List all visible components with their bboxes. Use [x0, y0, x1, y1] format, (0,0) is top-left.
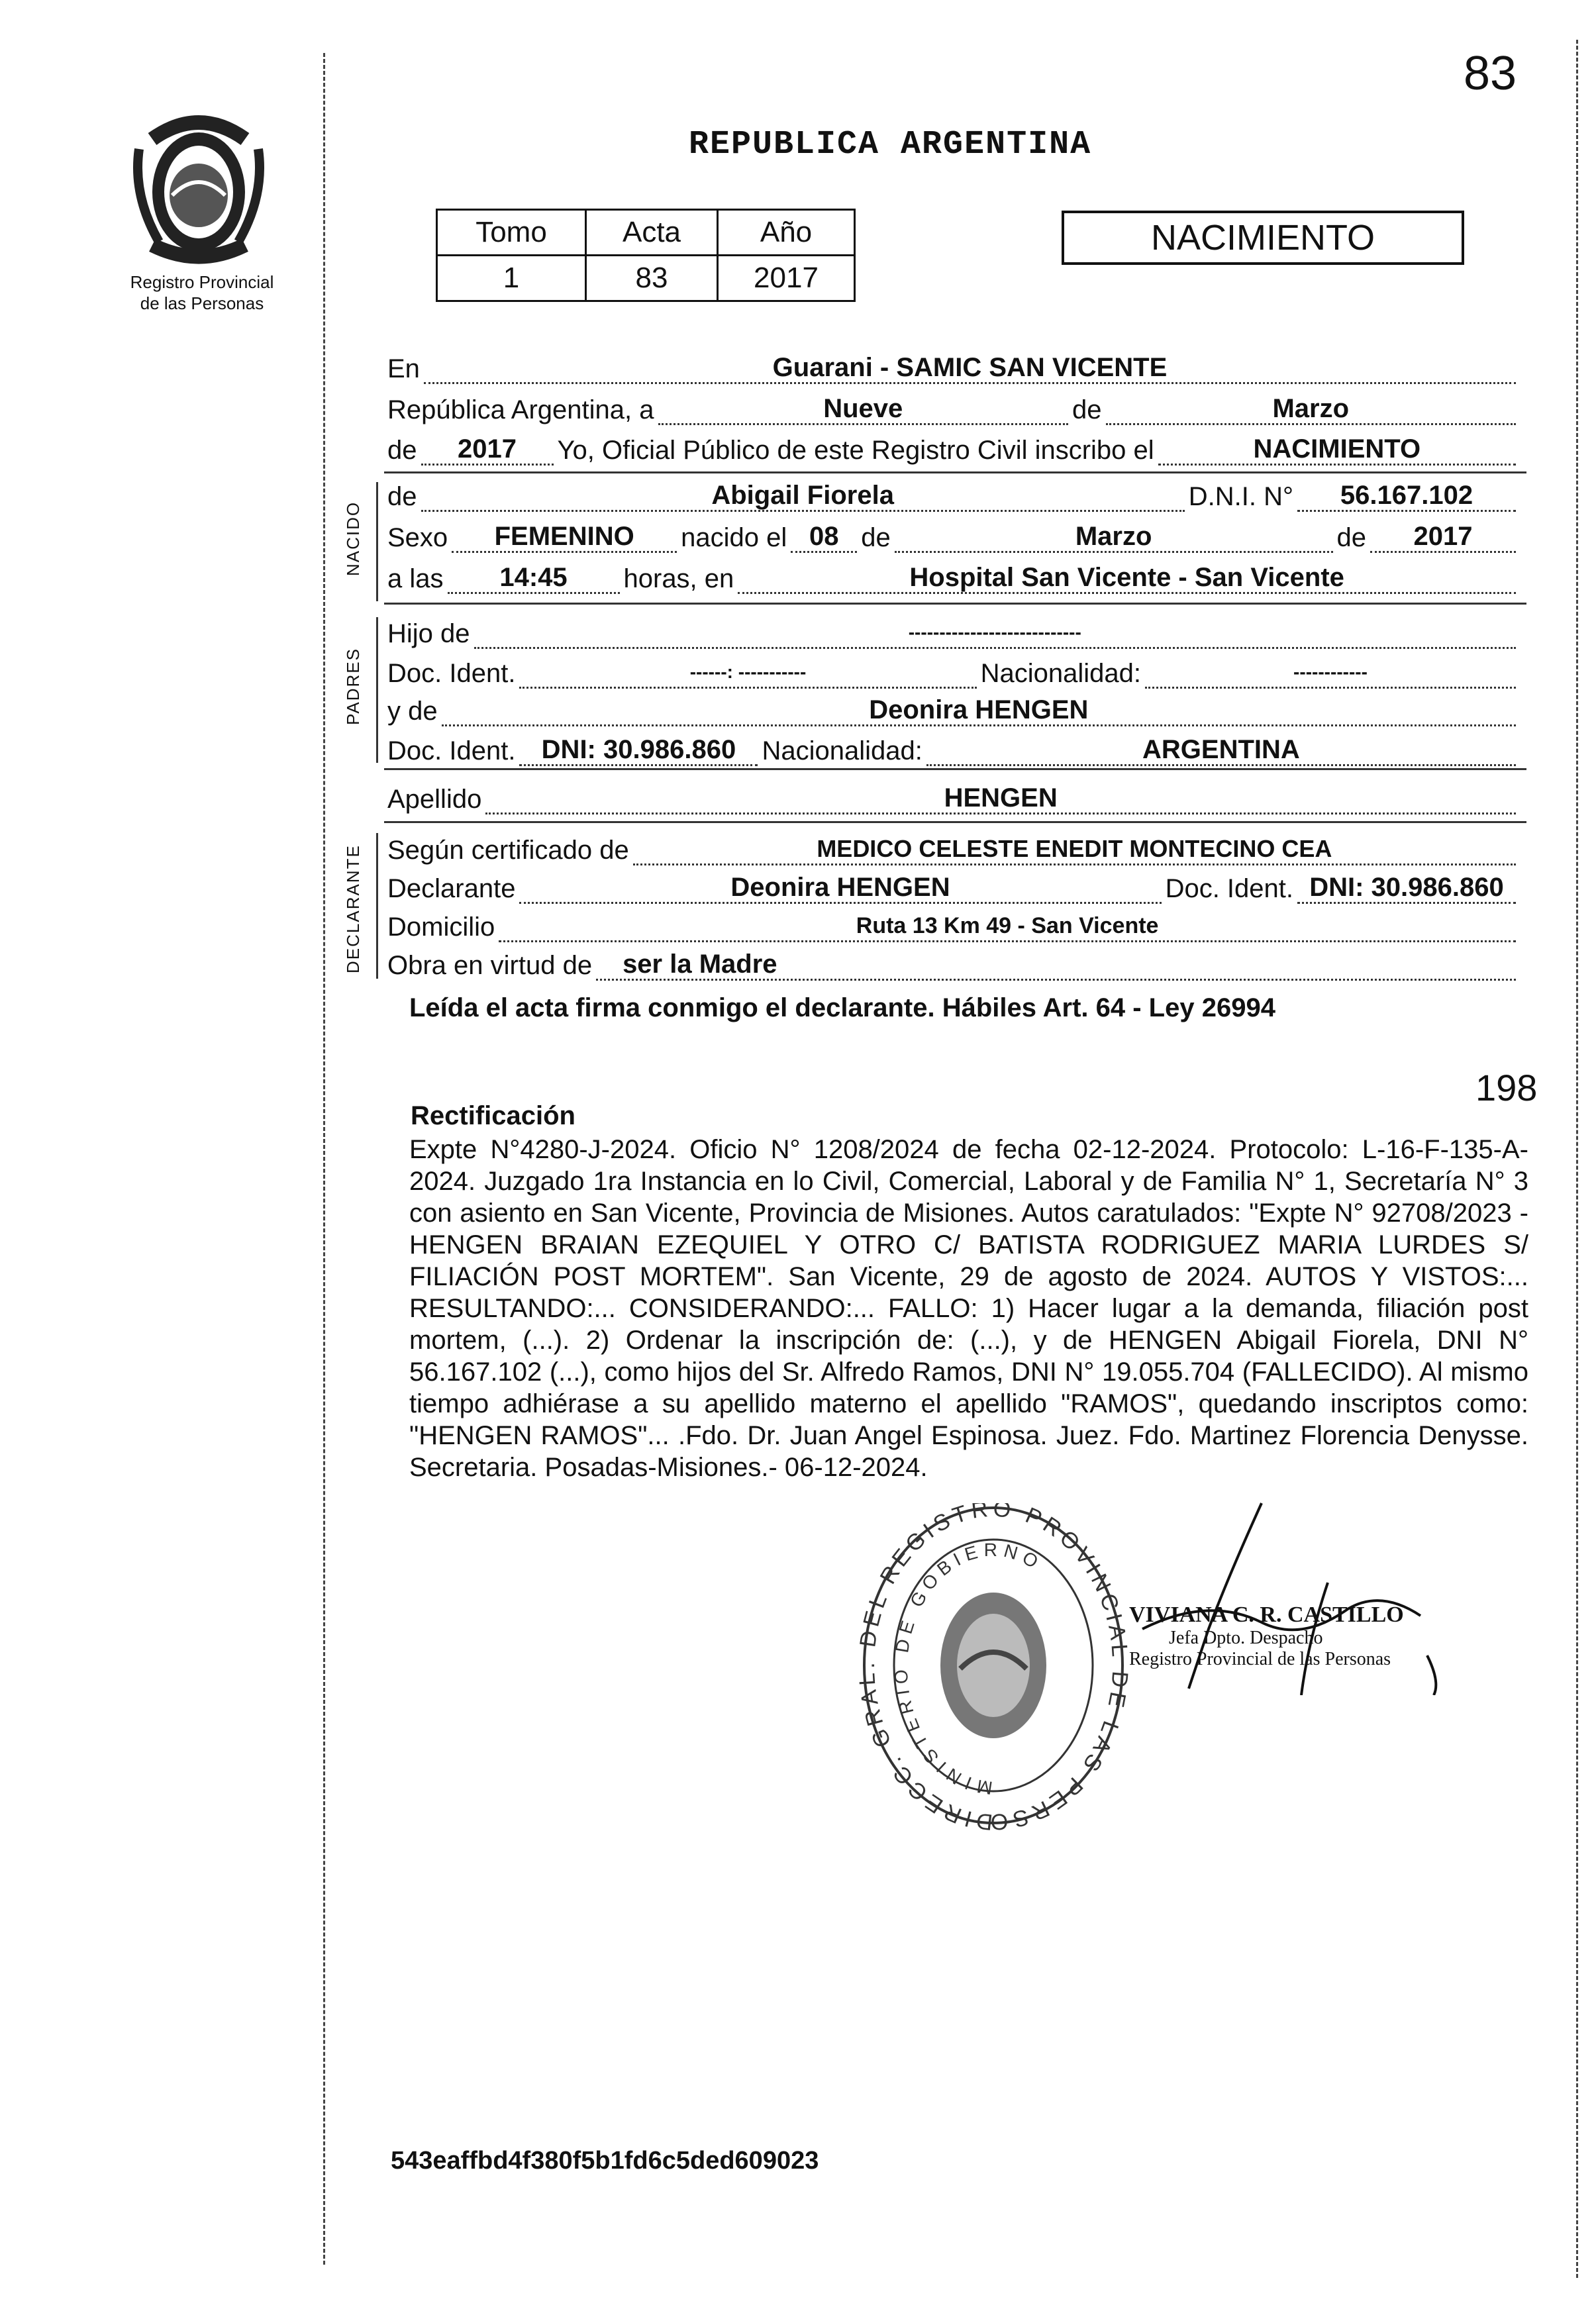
doc2-label: Doc. Ident.: [387, 736, 516, 765]
year-prefix-label: de: [387, 436, 417, 465]
dom-label: Domicilio: [387, 912, 495, 942]
table-header-tomo: Tomo: [437, 210, 586, 256]
nac2-value: ARGENTINA: [1142, 735, 1300, 764]
dom-value: Ruta 13 Km 49 - San Vicente: [856, 913, 1159, 938]
nacido-de2-label: de: [1336, 523, 1366, 552]
obra-value: ser la Madre: [623, 950, 777, 979]
logo-caption-line1: Registro Provincial: [130, 272, 274, 292]
nacido-de1-label: de: [861, 523, 891, 552]
en-value: Guarani - SAMIC SAN VICENTE: [772, 353, 1168, 382]
sexo-label: Sexo: [387, 523, 448, 552]
rectification-number: 198: [1475, 1067, 1538, 1108]
nac1-value: ------------: [1293, 662, 1368, 682]
rectification-body: Expte N°4280-J-2024. Oficio N° 1208/2024 de fecha 02-12-2024. Protocolo: L-16-F-135-A-2024. Juzgado 1ra Instancia en lo Civil, Comercial, Laboral y de Familia N° 1, Secretaría N° 3 con asiento en San Vicente, Provincia de Misiones. Autos caratulados: "Expte N° 92708/2023 - HENGEN BRAIAN EZEQUIEL Y OTRO C/ BATISTA RODRIGUEZ MARIA LURDES S/ FILIACIÓN POST MORTEM". San Vicente, 29 de agosto de 2024. AUTOS Y VISTOS:... RESULTANDO:... CONSIDERANDO:... FALLO: 1) Hacer lugar a la demanda, filiación post mortem, (...). 2) Ordenar la inscripción de: (...), y de HENGEN Abigail Fiorela, DNI N° 56.167.102 (...), como hijos del Sr. Alfredo Ramos, DNI N° 19.055.704 (FALLECIDO). Al mismo tiempo adhiérase a su apellido materno el apellido "RAMOS", quedando inscriptos como: "HENGEN RAMOS"... .Fdo. Dr. Juan Angel Espinosa. Juez. Fdo. Martinez Florencia Denysse. Secretaria. Posadas-Misiones.- 06-12-2024.: [409, 1135, 1528, 1482]
closing-statement: Leída el acta firma conmigo el declarante. Hábiles Art. 64 - Ley 26994: [409, 993, 1275, 1022]
logo-caption-line2: de las Personas: [140, 293, 264, 313]
cert-label: Según certificado de: [387, 836, 629, 865]
sexo-value: FEMENINO: [494, 522, 634, 551]
rep-day-value: Nueve: [823, 394, 903, 423]
document-title: REPUBLICA ARGENTINA: [689, 126, 1092, 164]
signatory-name: VIVIANA C. R. CASTILLO: [1129, 1602, 1404, 1627]
side-label-padres: PADRES: [343, 648, 363, 725]
side-label-declarante: DECLARANTE: [343, 844, 363, 973]
rectification-heading: Rectificación: [411, 1101, 575, 1130]
alas-label: a las: [387, 564, 444, 593]
doc2-value: DNI: 30.986.860: [541, 735, 736, 764]
decl-doc-label: Doc. Ident.: [1165, 874, 1293, 903]
nacido-day-value: 08: [809, 522, 839, 551]
nacido-year-value: 2017: [1413, 522, 1473, 551]
nac1-label: Nacionalidad:: [980, 659, 1141, 688]
dni-value: 56.167.102: [1340, 481, 1473, 510]
table-value-acta: 83: [586, 256, 718, 301]
rep-de-label: de: [1072, 395, 1102, 424]
rectification-text: [409, 1134, 1528, 1483]
signatory-org: Registro Provincial de las Personas: [1129, 1649, 1391, 1669]
dni-label: D.N.I. N°: [1188, 482, 1293, 511]
hijo-value: ----------------------------: [908, 622, 1081, 642]
horas-label: horas, en: [623, 564, 734, 593]
yde-value: Deonira HENGEN: [869, 695, 1089, 724]
stamp-ring-text: DIRECC. GRAL. DEL REGISTRO PROVINCIAL DE LAS PERSO: [854, 1503, 1132, 1834]
act-type-box: NACIMIENTO: [1062, 211, 1464, 265]
inscribo-value: NACIMIENTO: [1253, 434, 1421, 464]
document-hash: 543eaffbd4f380f5b1fd6c5ded609023: [391, 2147, 819, 2175]
inscribo-label: Yo, Oficial Público de este Registro Civil inscribo el: [557, 436, 1154, 465]
decl-value: Deonira HENGEN: [730, 873, 950, 902]
name-label: de: [387, 482, 417, 511]
cert-value: MEDICO CELESTE ENEDIT MONTECINO CEA: [817, 835, 1332, 862]
hijo-label: Hijo de: [387, 619, 470, 648]
signatory-role: Jefa Dpto. Despacho: [1169, 1628, 1323, 1648]
yde-label: y de: [387, 697, 438, 726]
decl-doc-value: DNI: 30.986.860: [1309, 873, 1504, 902]
decl-label: Declarante: [387, 874, 516, 903]
obra-label: Obra en virtud de: [387, 951, 593, 980]
rep-month-value: Marzo: [1272, 394, 1350, 423]
nacido-month-value: Marzo: [1075, 522, 1152, 551]
doc1-value: ------: -----------: [689, 662, 807, 682]
name-value: Abigail Fiorela: [711, 481, 894, 510]
stamp-seal-icon: [854, 1503, 1132, 1834]
nacido-label: nacido el: [681, 523, 787, 552]
en-label: En: [387, 354, 420, 383]
apellido-label: Apellido: [387, 785, 482, 814]
alas-value: 14:45: [499, 563, 568, 592]
official-stamp: [854, 1503, 1132, 1834]
page-number: 83: [1464, 47, 1517, 100]
apellido-value: HENGEN: [944, 783, 1058, 812]
table-header-acta: Acta: [586, 210, 718, 256]
place-value: Hospital San Vicente - San Vicente: [909, 563, 1344, 592]
rep-label: República Argentina, a: [387, 395, 654, 424]
table-value-anio: 2017: [718, 256, 855, 301]
registry-logo: [119, 109, 278, 268]
signature-block: [1129, 1602, 1487, 1670]
doc1-label: Doc. Ident.: [387, 659, 516, 688]
year-value: 2017: [458, 434, 517, 464]
nac2-label: Nacionalidad:: [762, 736, 923, 765]
stamp-inner-text: MINISTERIO DE GOBIERNO: [890, 1539, 1046, 1798]
registry-table: [436, 209, 856, 302]
table-header-anio: Año: [718, 210, 855, 256]
table-value-tomo: 1: [437, 256, 586, 301]
side-label-nacido: NACIDO: [343, 501, 363, 576]
coat-of-arms-icon: [119, 109, 278, 268]
